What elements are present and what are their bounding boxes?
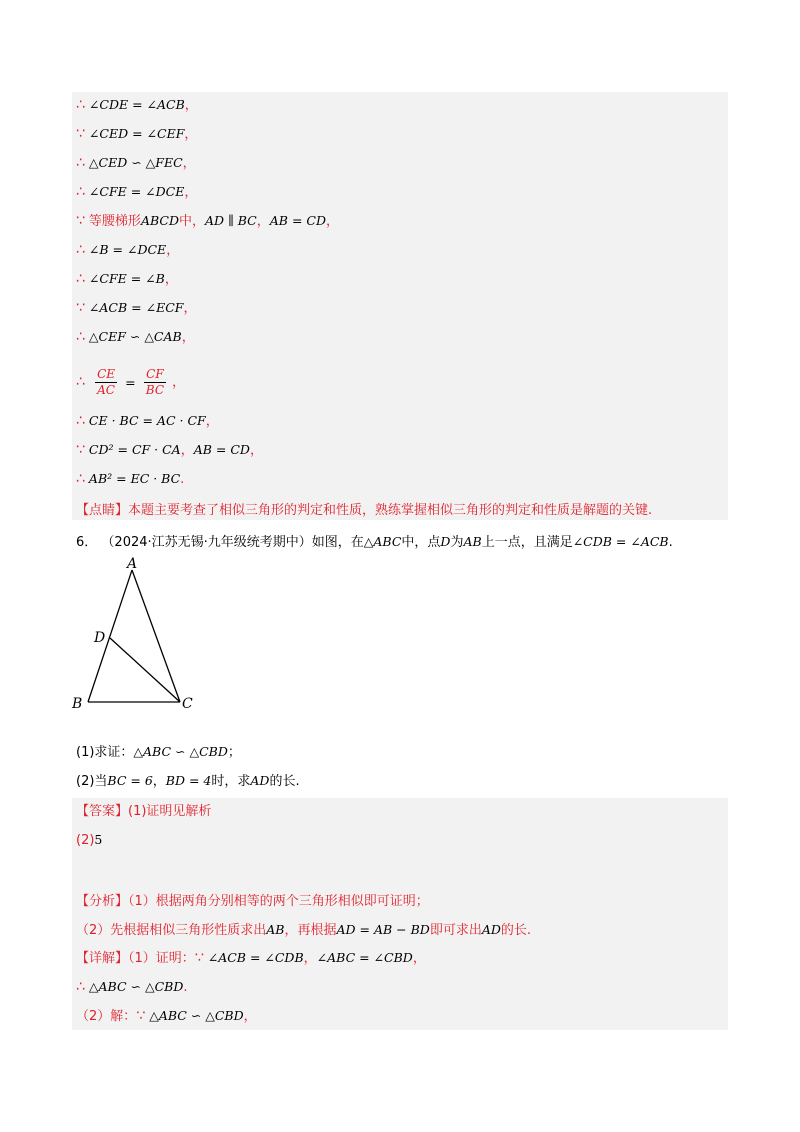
proof-text: AD ∥ BC [204, 213, 257, 228]
proof-line [76, 181, 197, 203]
fraction-right: $\frac{CF}{BC}$ [145, 367, 165, 397]
triangle-figure [68, 556, 208, 716]
proof-text: AB = CD [193, 442, 250, 457]
logic-symbol: ∵ [76, 126, 85, 142]
proof-text: AB = CD [269, 213, 326, 228]
segment-cd [110, 638, 180, 702]
equals-sign: = [125, 374, 136, 390]
fraction-left: $\frac{CE}{AC}$ [97, 367, 116, 397]
proof-line [76, 410, 219, 432]
proof-text: 等腰梯形 [88, 214, 141, 229]
analysis-line-2: （2）先根据相似三角形性质求出AB，再根据AD = AB − BD即可求出AD的长. [76, 922, 532, 938]
logic-symbol: ∵ [76, 442, 85, 458]
therefore-symbol: ∴ [76, 374, 85, 390]
logic-symbol: ∴ [76, 242, 85, 258]
comment-text: 本题主要考查了相似三角形的判定和性质，熟练掌握相似三角形的判定和性质是解题的关键. [128, 503, 653, 518]
proof-text: ， [184, 98, 198, 113]
proof-text: ， [184, 127, 198, 142]
proof-text: ∠CFE = ∠B [88, 271, 165, 286]
question-1: (1)求证：△ABC ∽ △CBD； [76, 744, 241, 760]
problem-number: 6． [76, 535, 98, 550]
proof-text: ， [249, 443, 263, 458]
label-d: D [94, 630, 106, 646]
proof-text: 中， [178, 214, 205, 229]
proof-text: CE · BC = AC · CF [88, 413, 206, 428]
comment-line [76, 500, 652, 522]
proof-line [76, 439, 263, 461]
proof-text: ， [205, 414, 219, 429]
proof-text: ， [180, 443, 194, 458]
logic-symbol: ∴ [76, 184, 85, 200]
proof-line [76, 210, 339, 232]
proof-text: CD² = CF · CA [88, 442, 181, 457]
proof-text: ∠CDE = ∠ACB [88, 97, 185, 112]
proof-line [76, 239, 179, 261]
analysis-line-1: 【分析】（1）根据两角分别相等的两个三角形相似即可证明； [76, 894, 429, 909]
label-a: A [127, 556, 138, 572]
proof-line [76, 268, 178, 290]
logic-symbol: ∴ [76, 413, 85, 429]
proof-text: ABCD [140, 213, 179, 228]
segment-ac [132, 570, 180, 702]
question-2: (2)当BC = 6，BD = 4时，求AD的长. [76, 773, 300, 789]
proof-text: AB² = EC · BC [88, 471, 181, 486]
answer-tag: 【答案】 [76, 804, 129, 819]
answer-line: 【答案】(1)证明见解析 [76, 804, 212, 819]
label-b: B [72, 696, 83, 712]
detail-tag: 【详解】 [76, 951, 129, 966]
proof-text: ， [183, 301, 197, 316]
proof-line [76, 468, 184, 490]
proof-text: ∠CED = ∠CEF [88, 126, 185, 141]
logic-symbol: ∴ [76, 155, 85, 171]
fraction-line: ∴ $\frac{CE}{AC}$ = $\frac{CF}{BC}$ ， [76, 362, 185, 402]
label-c: C [182, 696, 193, 712]
proof-text: ∠ACB = ∠ECF [88, 300, 184, 315]
proof-text: ∠B = ∠DCE [88, 242, 167, 257]
answer-line-2: (2)5 [76, 832, 103, 848]
logic-symbol: ∴ [76, 329, 85, 345]
proof-line [76, 123, 197, 145]
detail-line-3: （2）解：∵ △ABC ∽ △CBD， [76, 1008, 257, 1024]
analysis-tag: 【分析】 [76, 894, 129, 909]
proof-line [76, 94, 198, 116]
proof-line [76, 152, 196, 174]
proof-text: ， [166, 243, 180, 258]
proof-text: . [180, 472, 185, 487]
proof-line [76, 326, 195, 348]
logic-symbol: ∴ [76, 471, 85, 487]
proof-text: △CED ∽ △FEC [88, 155, 183, 170]
proof-text: ， [181, 330, 195, 345]
proof-text: ， [256, 214, 270, 229]
logic-symbol: ∴ [76, 97, 85, 113]
problem-statement: 6． （2024·江苏无锡·九年级统考期中）如图，在△ABC中，点D为AB上一点，且满足∠CDB = ∠ACB. [76, 534, 673, 550]
proof-text: ， [164, 272, 178, 287]
proof-text: ， [182, 156, 196, 171]
proof-text: ∠CFE = ∠DCE [88, 184, 185, 199]
detail-line-2: ∴ △ABC ∽ △CBD. [76, 979, 188, 995]
proof-text: ， [184, 185, 198, 200]
proof-text: △CEF ∽ △CAB [88, 329, 182, 344]
proof-line [76, 297, 196, 319]
detail-line-1: 【详解】（1）证明：∵ ∠ACB = ∠CDB，∠ABC = ∠CBD， [76, 950, 426, 966]
proof-text: ， [326, 214, 340, 229]
logic-symbol: ∴ [76, 271, 85, 287]
logic-symbol: ∵ [76, 300, 85, 316]
logic-symbol: ∵ [76, 213, 85, 229]
comment-tag: 【点睛】 [76, 503, 129, 518]
